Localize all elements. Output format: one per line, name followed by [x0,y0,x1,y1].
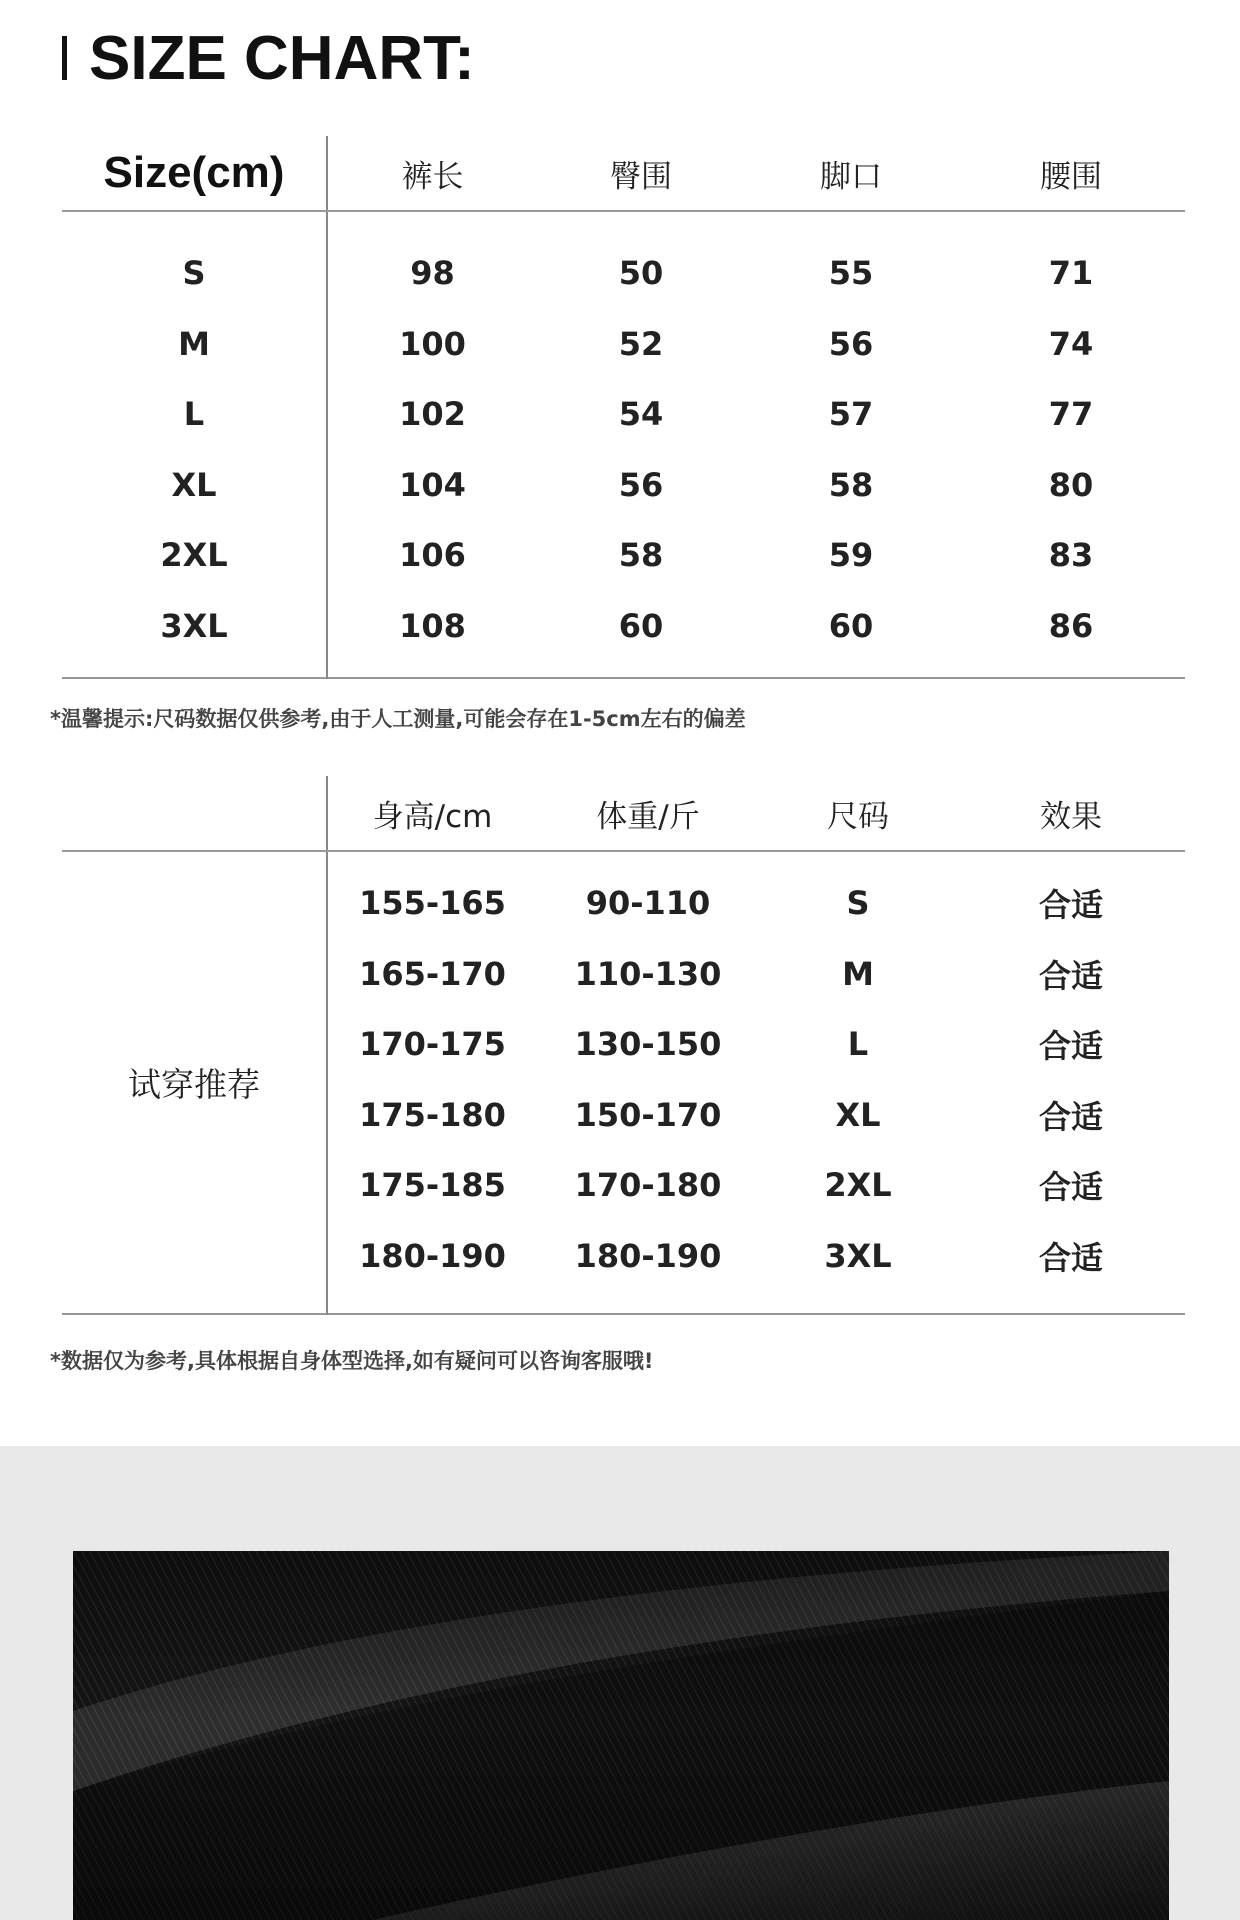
size-header-size: Size(cm) [62,136,327,211]
size-cell: 2XL [824,1166,892,1205]
hem-cell: 60 [828,606,874,645]
weight-cell: 150-170 [574,1095,722,1134]
weight-cell: 180-190 [574,1236,722,1275]
table-row [62,379,1185,450]
fit-note: *数据仅为参考,具体根据自身体型选择,如有疑问可以咨询客服哦! [50,1349,654,1373]
size-cell: 2XL [62,520,327,591]
weight-cell: 130-150 [574,1025,722,1064]
page-title: SIZE CHART: [89,23,475,93]
size-cell: 3XL [62,591,327,662]
length-cell: 98 [410,254,455,293]
size-cell: L [62,379,327,450]
hip-cell: 60 [618,606,664,645]
length-cell: 102 [399,395,466,434]
size-cell: M [62,309,327,380]
height-cell: 165-170 [359,954,506,993]
fit-cell: 合适 [1038,1097,1103,1136]
rec-header-height: 身高/cm [327,776,537,851]
waist-cell: 83 [1048,536,1094,575]
size-header-waist: 腰围 [957,136,1185,211]
length-cell: 106 [399,536,466,575]
size-cell: L [847,1025,869,1064]
fit-cell: 合适 [1038,1027,1103,1066]
fit-recommendation-table [62,776,1185,1315]
size-cell: S [846,884,870,923]
size-chart-table [62,136,1185,679]
rec-header-weight: 体重/斤 [537,776,759,851]
length-cell: 104 [399,465,466,504]
rec-row-label: 试穿推荐 [62,851,327,1314]
size-cell: XL [62,450,327,521]
rec-header-fit: 效果 [957,776,1185,851]
hip-cell: 58 [618,536,664,575]
weight-cell: 90-110 [585,884,711,923]
waist-cell: 74 [1048,324,1094,363]
table-row [62,520,1185,591]
title-block [62,22,475,94]
hem-cell: 59 [828,536,874,575]
fit-cell: 合适 [1038,886,1103,925]
waist-cell: 80 [1048,465,1094,504]
size-table-header-row [62,136,1185,211]
fit-cell: 合适 [1038,1168,1103,1207]
height-cell: 180-190 [359,1236,506,1275]
height-cell: 170-175 [359,1025,506,1064]
hem-cell: 57 [828,395,874,434]
hip-cell: 56 [618,465,664,504]
height-cell: 175-185 [359,1166,506,1205]
waist-cell: 77 [1048,395,1094,434]
size-cell: XL [835,1095,881,1134]
measurement-note: *温馨提示:尺码数据仅供参考,由于人工测量,可能会存在1-5cm左右的偏差 [50,707,746,731]
length-cell: 108 [399,606,466,645]
rec-header-blank [62,776,327,851]
waist-cell: 86 [1048,606,1094,645]
weight-cell: 110-130 [574,954,722,993]
hem-cell: 58 [828,465,874,504]
fabric-detail-image [73,1551,1169,1920]
table-row [62,450,1185,521]
size-cell: 3XL [824,1236,892,1275]
size-header-length: 裤长 [327,136,537,211]
height-cell: 175-180 [359,1095,506,1134]
hem-cell: 55 [828,254,874,293]
length-cell: 100 [399,324,466,363]
hip-cell: 54 [618,395,664,434]
height-cell: 155-165 [359,884,506,923]
waist-cell: 71 [1048,254,1094,293]
table-row [62,591,1185,662]
weight-cell: 170-180 [574,1166,722,1205]
size-header-hem: 脚口 [745,136,957,211]
fit-cell: 合适 [1038,1238,1103,1277]
fit-cell: 合适 [1038,956,1103,995]
table-row [62,238,1185,309]
rec-header-size: 尺码 [759,776,957,851]
hip-cell: 50 [618,254,664,293]
size-cell: S [62,238,327,309]
rec-table-header-row [62,776,1185,851]
size-header-hip: 臀围 [537,136,745,211]
table-row [62,309,1185,380]
title-accent-bar [62,36,67,80]
hip-cell: 52 [618,324,664,363]
size-cell: M [842,954,874,993]
hem-cell: 56 [828,324,874,363]
fabric-texture [73,1551,1169,1920]
